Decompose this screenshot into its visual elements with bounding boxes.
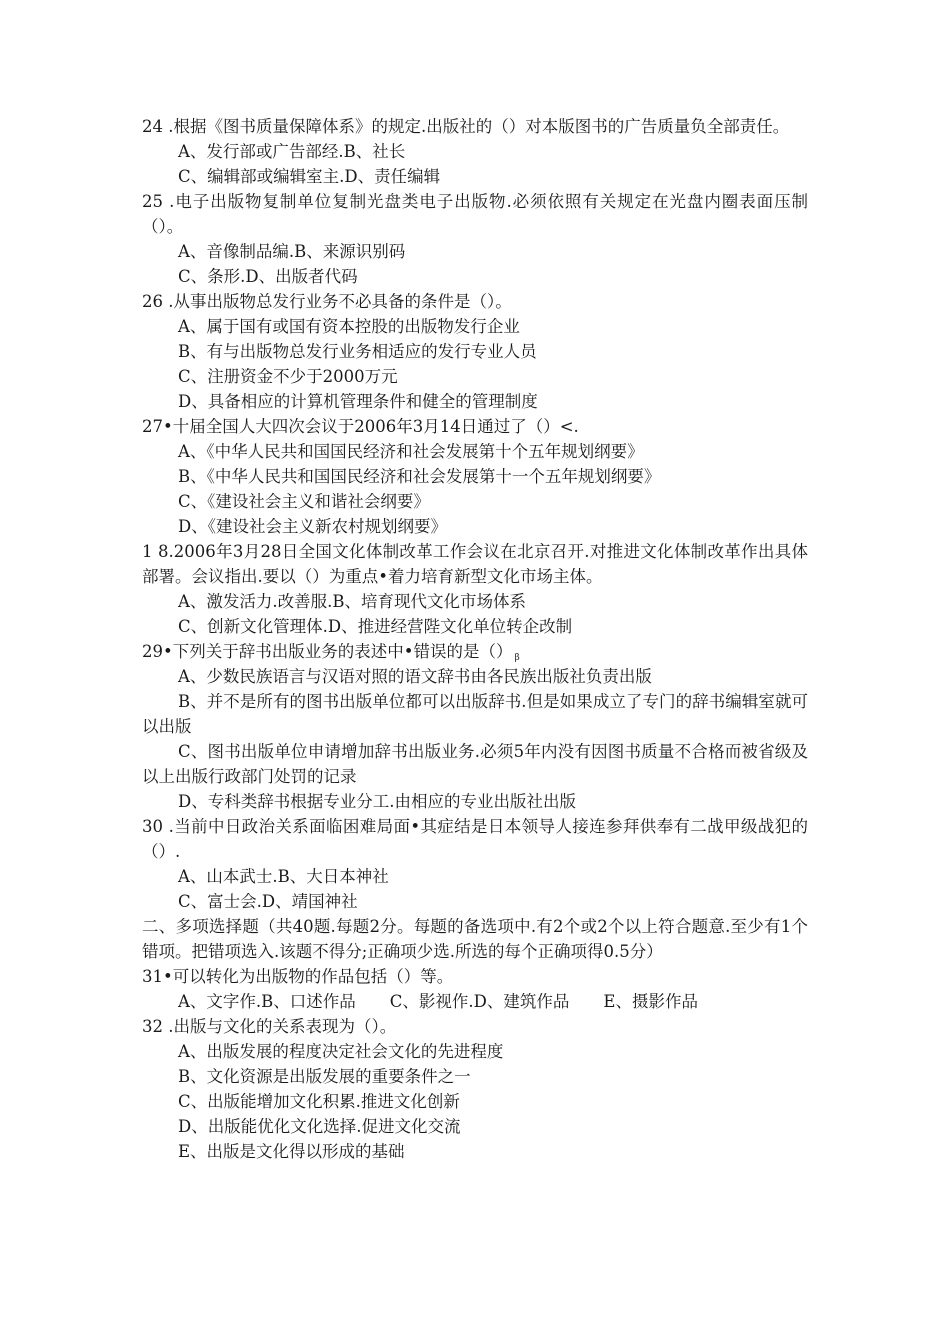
question-30-stem: 30 .当前中日政治关系面临困难局面•其症结是日本领导人接连参拜供奉有二战甲级战犯的（）.	[142, 817, 808, 861]
question-25-option-ab: A、音像制品编.B、来源识别码	[178, 242, 406, 261]
question-31-option-cd: C、影视作.D、建筑作品	[389, 992, 570, 1011]
question-25-stem: 25 .电子出版物复制单位复制光盘类电子出版物.必须依照有关规定在光盘内圈表面压制（）。	[142, 192, 808, 236]
question-27-option-b: B、《中华人民共和国国民经济和社会发展第十一个五年规划纲要》	[178, 467, 661, 486]
question-27-stem: 27•十届全国人大四次会议于2006年3月14日通过了（）<.	[142, 417, 579, 436]
question-26-option-c: C、注册资金不少于2000万元	[178, 367, 398, 386]
question-26-option-b: B、有与出版物总发行业务相适应的发行专业人员	[178, 342, 537, 361]
question-26-stem: 26 .从事出版物总发行业务不必具备的条件是（）。	[142, 292, 512, 311]
question-29-stem-mark: β	[514, 653, 520, 663]
question-29-stem	[142, 639, 808, 664]
question-31-stem: 31•可以转化为出版物的作品包括（）等。	[142, 967, 454, 986]
question-28-option-ab: A、激发活力.改善服.B、培育现代文化市场体系	[178, 592, 527, 611]
question-31-option-ab: A、文字作.B、口述作品	[178, 992, 356, 1011]
question-32-option-b: B、文化资源是出版发展的重要条件之一	[178, 1067, 471, 1086]
question-29-option-a: A、少数民族语言与汉语对照的语文辞书由各民族出版社负责出版	[178, 667, 652, 686]
question-32-option-c: C、出版能增加文化积累.推进文化创新	[178, 1092, 460, 1111]
question-25-option-cd: C、条形.D、出版者代码	[178, 267, 358, 286]
question-26-option-a: A、属于国有或国有资本控股的出版物发行企业	[178, 317, 520, 336]
question-30-option-cd: C、富士会.D、靖国神社	[178, 892, 358, 911]
question-31-options	[142, 989, 808, 1014]
question-27-option-d: D、《建设社会主义新农村规划纲要》	[178, 517, 447, 536]
question-24-stem: 24 .根据《图书质量保障体系》的规定.出版社的（）对本版图书的广告质量负全部责任。	[142, 117, 790, 136]
question-29-option-d: D、专科类辞书根据专业分工.由相应的专业出版社出版	[178, 792, 576, 811]
question-27-option-a: A、《中华人民共和国国民经济和社会发展第十个五年规划纲要》	[178, 442, 644, 461]
section-2-heading: 二、多项选择题（共40题.每题2分。每题的备选项中.有2个或2个以上符合题意.至少有1个错项。把错项选入.该题不得分;正确项少选.所选的每个正确项得0.5分）	[142, 917, 808, 961]
question-32-option-a: A、出版发展的程度决定社会文化的先进程度	[178, 1042, 504, 1061]
question-32-option-e: E、出版是文化得以形成的基础	[178, 1142, 405, 1161]
question-29-option-c: C、图书出版单位申请增加辞书出版业务.必须5年内没有因图书质量不合格而被省级及以上出版行政部门处罚的记录	[142, 742, 808, 786]
question-28-option-cd: C、创新文化管理体.D、推进经营陛文化单位转企改制	[178, 617, 573, 636]
question-24-option-cd: C、编辑部或编辑室主.D、责任编辑	[178, 167, 441, 186]
question-32-option-d: D、出版能优化文化选择.促进文化交流	[178, 1117, 461, 1136]
question-24-option-ab: A、发行部或广告部经.B、社长	[178, 142, 406, 161]
question-30-option-ab: A、山本武士.B、大日本神社	[178, 867, 389, 886]
question-27-option-c: C、《建设社会主义和谐社会纲要》	[178, 492, 430, 511]
exam-page	[142, 114, 808, 1164]
question-28-stem: 1 8.2006年3月28日全国文化体制改革工作会议在北京召开.对推进文化体制改革作出具体部署。会议指出.要以（）为重点•着力培育新型文化市场主体。	[142, 542, 808, 586]
question-32-stem: 32 .出版与文化的关系表现为（）。	[142, 1017, 397, 1036]
question-26-option-d: D、具备相应的计算机管理条件和健全的管理制度	[178, 392, 538, 411]
question-29-option-b: B、并不是所有的图书出版单位都可以出版辞书.但是如果成立了专门的辞书编辑室就可以出版	[142, 692, 808, 736]
question-29-stem-text: 29•下列关于辞书出版业务的表述中•错误的是（）	[142, 642, 513, 661]
question-31-option-e: E、摄影作品	[603, 992, 698, 1011]
